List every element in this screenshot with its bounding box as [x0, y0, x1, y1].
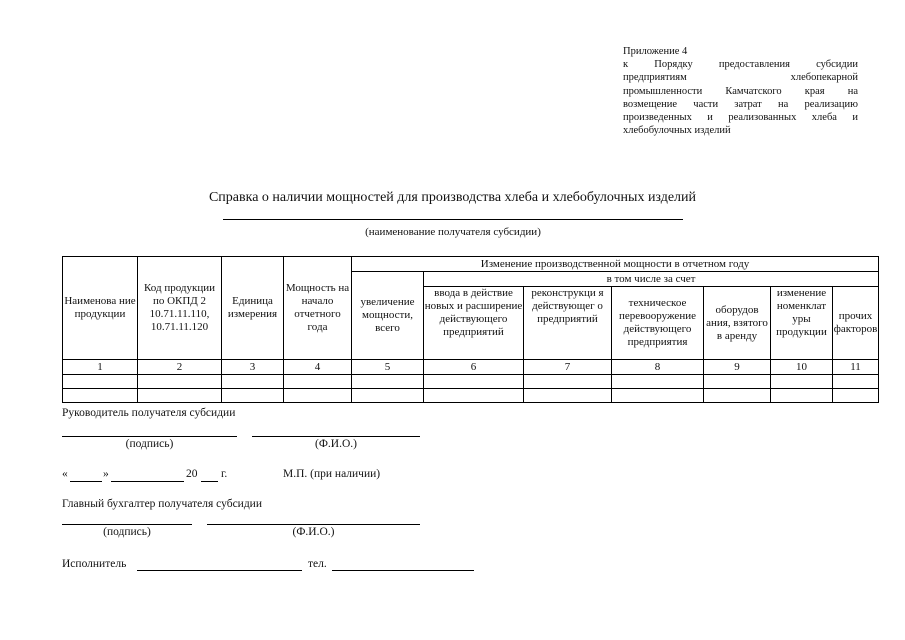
- phone-label: тел.: [308, 558, 327, 570]
- header-nomenclature-change: изменение номенклат уры продукции: [771, 287, 833, 360]
- capacity-table: [62, 256, 879, 403]
- recipient-name-field[interactable]: [223, 219, 683, 220]
- date-year-field[interactable]: [201, 481, 218, 482]
- table-cell[interactable]: [352, 375, 424, 389]
- column-number: 2: [138, 360, 222, 375]
- table-cell[interactable]: [704, 375, 771, 389]
- header-reequipment: техническое перевооружение действующего предприятия: [612, 287, 704, 360]
- executor-label: Исполнитель: [62, 558, 127, 570]
- column-number: 10: [771, 360, 833, 375]
- table-cell[interactable]: [833, 375, 879, 389]
- column-number: 5: [352, 360, 424, 375]
- header-product-name: Наименова ние продукции: [63, 257, 138, 360]
- date-month-field[interactable]: [111, 481, 184, 482]
- column-number: 6: [424, 360, 524, 375]
- appendix-block: [623, 45, 858, 137]
- header-capacity-start: Мощность на начало отчетного года: [284, 257, 352, 360]
- appendix-line: предприятиям хлебопекарной: [623, 72, 858, 84]
- table-cell[interactable]: [424, 389, 524, 403]
- date-day-field[interactable]: [70, 481, 102, 482]
- header-including: в том числе за счет: [424, 272, 879, 287]
- appendix-line: хлебобулочных изделий: [623, 125, 731, 137]
- head-fio-field[interactable]: [252, 436, 420, 437]
- head-fio-caption: (Ф.И.О.): [315, 438, 357, 450]
- date-year-suffix: г.: [221, 468, 228, 480]
- appendix-line: промышленности Камчатского края на: [623, 85, 858, 97]
- column-number: 8: [612, 360, 704, 375]
- table-cell[interactable]: [222, 375, 284, 389]
- header-other-factors: прочих факторов: [833, 287, 879, 360]
- header-capacity-change: Изменение производственной мощности в отчетном году: [352, 257, 879, 272]
- date-quote-close: »: [103, 468, 109, 480]
- appendix-title: Приложение 4: [623, 46, 688, 57]
- head-label: Руководитель получателя субсидии: [62, 407, 236, 419]
- accountant-signature-field[interactable]: [62, 524, 192, 525]
- document-title: Справка о наличии мощностей для производства хлеба и хлебобулочных изделий: [208, 190, 697, 205]
- table-cell[interactable]: [524, 389, 612, 403]
- header-increase-total: увеличение мощности, всего: [352, 272, 424, 360]
- accountant-signature-caption: (подпись): [103, 526, 151, 538]
- accountant-label: Главный бухгалтер получателя субсидии: [62, 498, 262, 510]
- column-number-row: [63, 360, 879, 375]
- appendix-line: к Порядку предоставления субсидии: [623, 59, 858, 71]
- recipient-caption: (наименование получателя субсидии): [365, 226, 541, 238]
- column-number: 3: [222, 360, 284, 375]
- table-cell[interactable]: [138, 375, 222, 389]
- table-cell[interactable]: [771, 389, 833, 403]
- table-cell[interactable]: [524, 375, 612, 389]
- table-row: [63, 375, 879, 389]
- phone-field[interactable]: [332, 570, 474, 571]
- header-reconstruction: реконструкци я действующег о предприятий: [524, 287, 612, 360]
- table-cell[interactable]: [352, 389, 424, 403]
- accountant-fio-caption: (Ф.И.О.): [292, 526, 335, 538]
- table-cell[interactable]: [284, 389, 352, 403]
- column-number: 11: [833, 360, 879, 375]
- column-number: 4: [284, 360, 352, 375]
- table-row: [63, 389, 879, 403]
- table-cell[interactable]: [63, 375, 138, 389]
- table-cell[interactable]: [771, 375, 833, 389]
- table-cell[interactable]: [284, 375, 352, 389]
- table-cell[interactable]: [138, 389, 222, 403]
- date-year-prefix: 20: [186, 468, 198, 480]
- accountant-fio-field[interactable]: [207, 524, 420, 525]
- table-cell[interactable]: [424, 375, 524, 389]
- table-cell[interactable]: [63, 389, 138, 403]
- header-product-code: Код продукции по ОКПД 2 10.71.11.110, 10.71.11.120: [138, 257, 222, 360]
- table-cell[interactable]: [612, 389, 704, 403]
- stamp-label: М.П. (при наличии): [283, 468, 381, 480]
- table-cell[interactable]: [612, 375, 704, 389]
- appendix-line: произведенных и реализованных хлеба и: [623, 112, 858, 124]
- header-new-facilities: ввода в действие новых и расширение действующего предприятий: [424, 287, 524, 360]
- table-cell[interactable]: [833, 389, 879, 403]
- head-signature-field[interactable]: [62, 436, 237, 437]
- date-quote-open: «: [62, 468, 68, 480]
- column-number: 1: [63, 360, 138, 375]
- column-number: 7: [524, 360, 612, 375]
- table-cell[interactable]: [704, 389, 771, 403]
- executor-name-field[interactable]: [137, 570, 302, 571]
- table-cell[interactable]: [222, 389, 284, 403]
- header-leased-equipment: оборудов ания, взятого в аренду: [704, 287, 771, 360]
- appendix-line: возмещение части затрат на реализацию: [623, 98, 858, 110]
- column-number: 9: [704, 360, 771, 375]
- head-signature-caption: (подпись): [125, 438, 174, 450]
- header-unit: Единица измерения: [222, 257, 284, 360]
